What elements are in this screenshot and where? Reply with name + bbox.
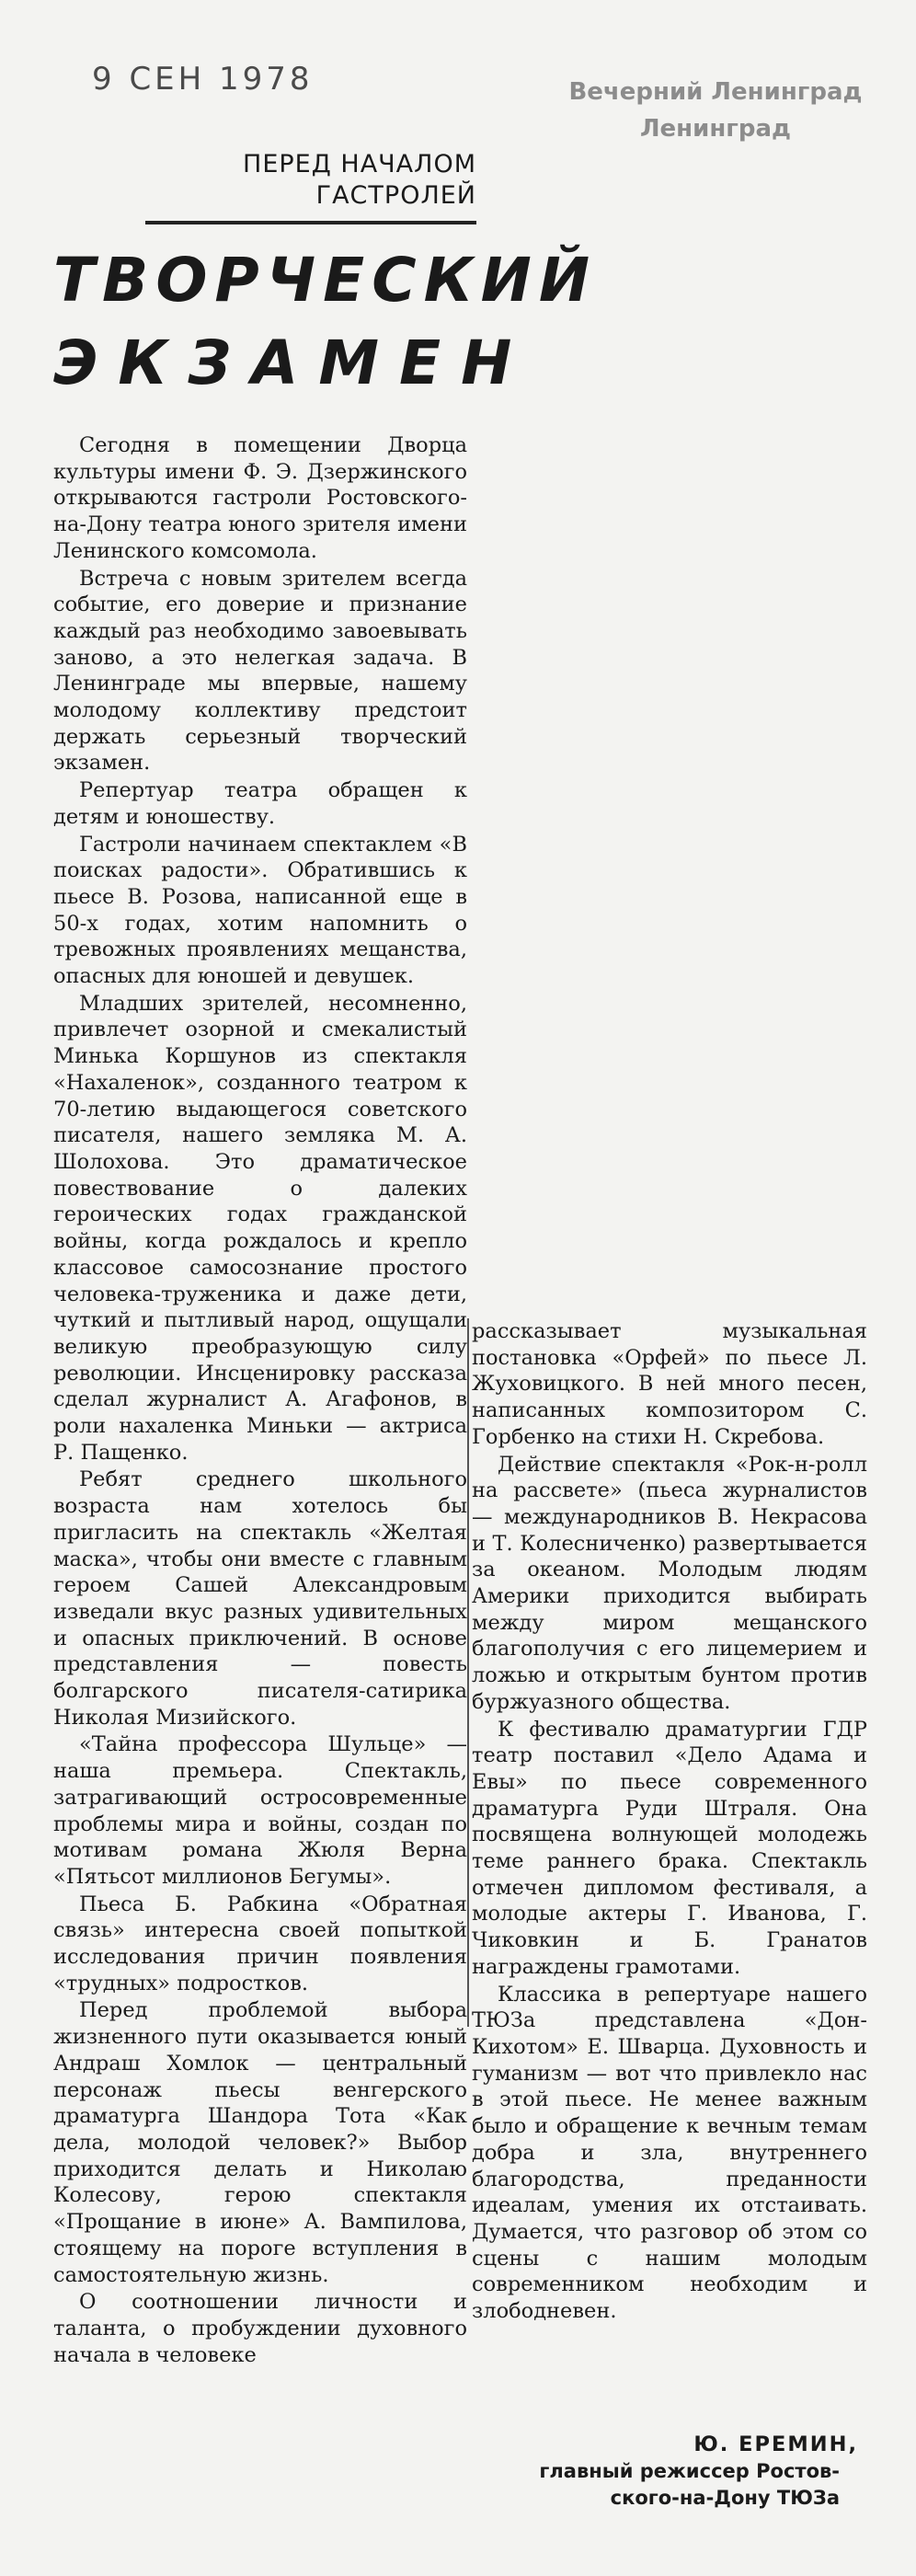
paragraph: Классика в репертуаре нашего ТЮЗа представлена «Дон-Кихотом» Е. Шварца. Духовность и гуманизм — вот что привлекло нас в этой пьесе. Не менее важным было и обращение к вечным темам добра и зла, внутреннего благородства, преданности идеалам, умения их отстаивать. Думается, что разговор об этом со сцены с нашим молодым современником необходим и злободневен. [472,1982,867,2324]
source-city: Ленинград [639,115,792,143]
paragraph: Младших зрителей, несомненно, привлечет озорной и смекалистый Минька Коршунов из спектакля «Нахаленок», созданного театром к 70-летию выдающегося советского писателя, нашего земляка М. А. Шолохова. Это драматическое повествование о далеких героических годах гражданской войны, когда рождалось и крепло классовое самосознание простого человека-труженика и даже дети, чуткий и пытливый народ, ощущали великую преобразующую силу революции. Инсценировку рассказа сделал журналист А. Агафонов, в роли нахаленка Миньки — актриса Р. Пащенко. [53,991,467,1465]
archive-date-stamp: 9 СЕН 1978 [92,61,314,98]
paragraph: Встреча с новым зрителем всегда событие, его доверие и признание каждый раз необходимо завоевывать заново, а это нелегкая задача. В Ленинграде мы впервые, нашему молодому коллективу предстоит держать серьезный творческий экзамен. [53,566,467,776]
headline-line-2: ЭКЗАМЕН [53,328,532,398]
paragraph: рассказывает музыкальная постановка «Орфей» по пьесе Л. Жуховицкого. В ней много песен, написанных композитором С. Горбенко на стихи Н. Скребова. [472,1319,867,1449]
left-column [53,432,467,2369]
article-headline [53,239,598,405]
column-divider [467,1318,469,2027]
headline-line-1: ТВОРЧЕСКИЙ [53,245,598,316]
right-column [472,1318,867,2326]
paragraph: Ребят среднего школьного возраста нам хотелось бы пригласить на спектакль «Желтая маска», чтобы они вместе с главным героем Сашей Александровым изведали вкус разных удивительных и опасных приключений. В основе представления — повесть болгарского писателя-сатирика Николая Мизийского. [53,1467,467,1730]
paragraph: Пьеса Б. Рабкина «Обратная связь» интересна своей попыткой исследования причин появления «трудных» подростков. [53,1892,467,1995]
paragraph: Сегодня в помещении Дворца культуры имени Ф. Э. Дзержинского открываются гастроли Ростовского-на-Дону театра юного зрителя имени Ленинского комсомола. [53,433,467,563]
source-title: Вечерний Ленинград [568,78,863,106]
author-byline [472,2432,858,2512]
paragraph: Перед проблемой выбора жизненного пути оказывается юный Андраш Хомлок — центральный персонаж пьесы венгерского драматурга Шандора Тота «Как дела, молодой человек?» Выбор приходится делать и Николаю Колесову, герою спектакля «Прощание в июне» А. Вампилова, стоящему на пороге вступления в самостоятельную жизнь. [53,1998,467,2287]
kicker-rule [145,221,476,224]
kicker-line-2: ГАСТРОЛЕЙ [315,181,476,210]
paragraph: «Тайна профессора Шульце» — наша премьера. Спектакль, затрагивающий остросовременные проблемы мира и войны, создан по мотивам романа Жюля Верна «Пятьсот миллионов Бегумы». [53,1732,467,1889]
author-role-line-1: главный режиссер Ростов- [539,2460,840,2482]
newspaper-clipping [44,138,872,2548]
section-kicker [155,149,476,212]
paragraph: Репертуар театра обращен к детям и юношеству. [53,778,467,829]
paragraph: Гастроли начинаем спектаклем «В поисках радости». Обратившись к пьесе В. Розова, написанной еще в 50-х годах, хотим напомнить о тревожных проявлениях мещанства, опасных для юношей и девушек. [53,832,467,989]
paragraph: О соотношении личности и таланта, о пробуждении духовного начала в человеке [53,2290,467,2367]
author-role-line-2: ского-на-Дону ТЮЗа [610,2487,840,2509]
kicker-line-1: ПЕРЕД НАЧАЛОМ [243,150,476,178]
paragraph: К фестивалю драматургии ГДР театр поставил «Дело Адама и Евы» по пьесе современного драматурга Руди Штраля. Она посвящена волнующей молодежь теме раннего брака. Спектакль отмечен дипломом фестиваля, а молодые актеры Г. Иванова, Г. Чиковкин и Б. Гранатов награждены грамотами. [472,1717,867,1979]
author-name: Ю. ЕРЕМИН, [693,2432,858,2456]
newspaper-source-stamp [550,74,881,147]
paragraph: Действие спектакля «Рок-н-ролл на рассвете» (пьеса журналистов — международников В. Некрасова и Т. Колесниченко) развертывается за океаном. Молодым людям Америки приходится выбирать между миром мещанского благополучия с его лицемерием и ложью и открытым бунтом против буржуазного общества. [472,1452,867,1714]
